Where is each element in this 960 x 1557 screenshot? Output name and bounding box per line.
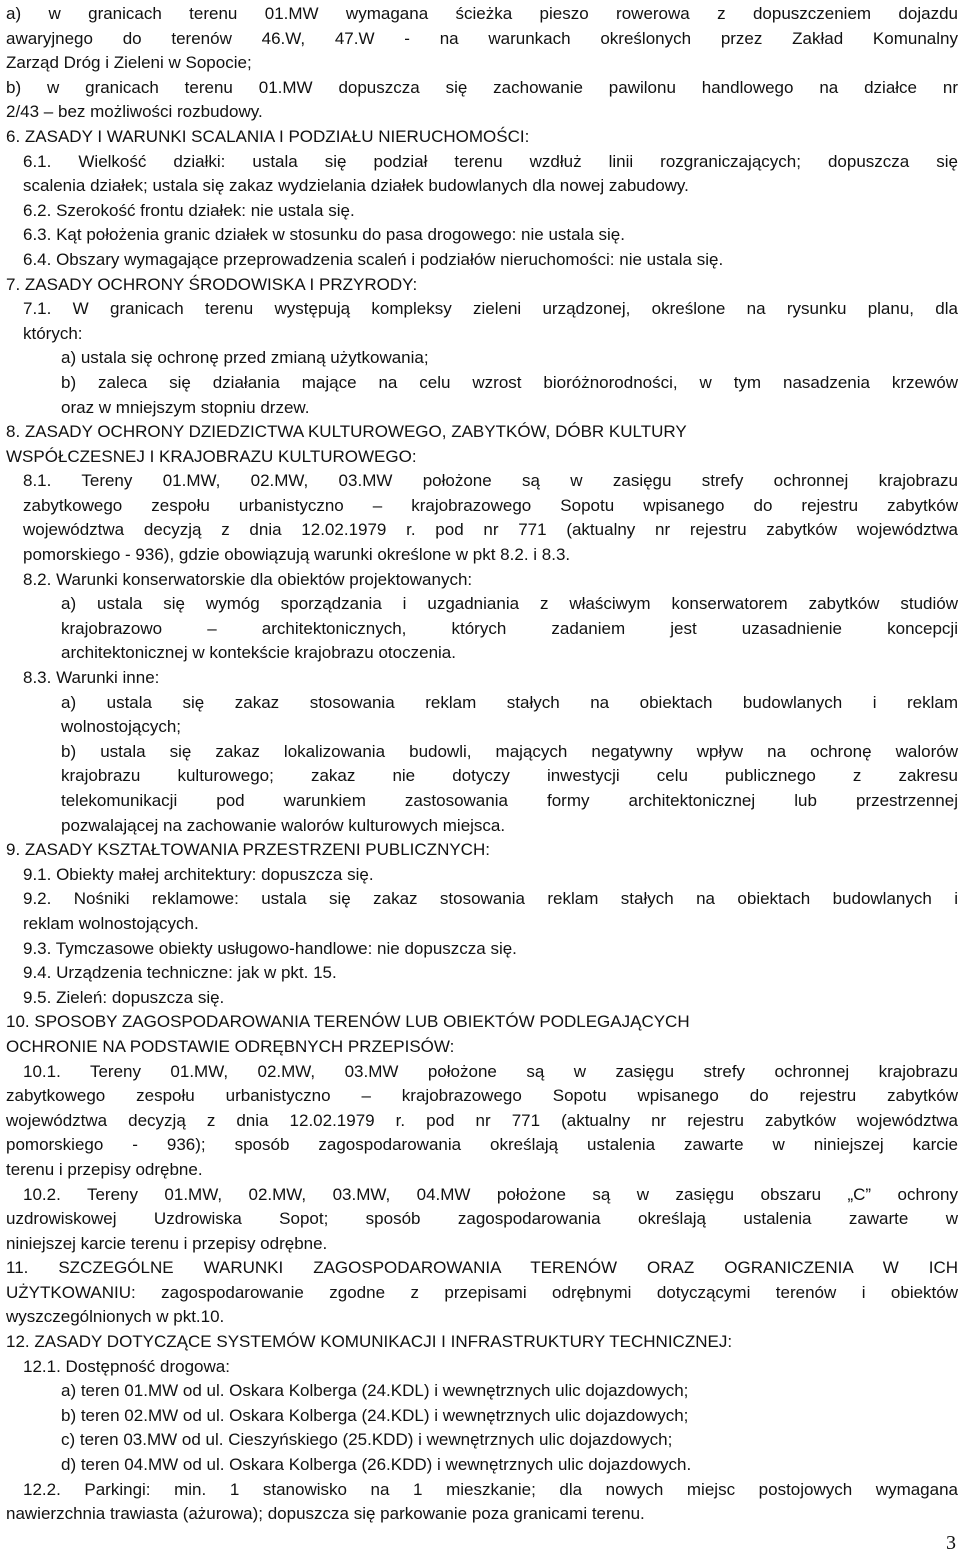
text-line: telekomunikacji pod warunkiem zastosowania formy architektonicznej lub przestrzennej [61, 791, 958, 810]
text-line: zabytkowego zespołu urbanistyczno – krajobrazowego Sopotu wpisanego do rejestru zabytków [23, 495, 958, 515]
text-line: a) ustala się wymóg sporządzania i uzgadniania z właściwym konserwatorem zabytków studiów [61, 594, 958, 614]
text-line: 7. ZASADY OCHRONY ŚRODOWISKA I PRZYRODY: [6, 274, 418, 294]
text-line: 9.2. Nośniki reklamowe: ustala się zakaz stosowania reklam stałych na obiektach budowlanych i [23, 889, 958, 909]
text-line: 6.2. Szerokość frontu działek: nie ustala się. [23, 200, 355, 220]
text-line: 9. ZASADY KSZTAŁTOWANIA PRZESTRZENI PUBLICZNYCH: [6, 840, 490, 860]
text-line: krajobrazu kulturowego; zakaz nie dotyczy inwestycji celu publicznego z zakresu [61, 766, 958, 786]
text-line: 12.1. Dostępność drogowa: [23, 1356, 230, 1376]
text-line: terenu i przepisy odrębne. [6, 1159, 203, 1179]
text-line: krajobrazowo – architektonicznych, których zadaniem jest uzasadnienie koncepcji [61, 618, 958, 638]
text-line: uzdrowiskowej Uzdrowiska Sopot; sposób zagospodarowania określają ustalenia zawarte w [6, 1209, 958, 1229]
text-line: OCHRONIE NA PODSTAWIE ODRĘBNYCH PRZEPISÓW: [6, 1036, 455, 1056]
text-line: których: [23, 323, 83, 343]
text-line: 6.1. Wielkość działki: ustala się podział terenu wzdłuż linii rozgraniczających; dopuszcza się [23, 151, 958, 171]
text-line: d) teren 04.MW od ul. Oskara Kolberga (26.KDD) i wewnętrznych ulic dojazdowych. [61, 1455, 692, 1475]
text-line: 9.5. Zieleń: dopuszcza się. [23, 987, 225, 1007]
text-line: a) ustala się zakaz stosowania reklam stałych na obiektach budowlanych i reklam [61, 692, 958, 712]
text-line: 8. ZASADY OCHRONY DZIEDZICTWA KULTUROWEGO, ZABYTKÓW, DÓBR KULTURY [6, 422, 687, 442]
text-line: pomorskiego - 936); sposób zagospodarowania określają ustalenia zawarte w niniejszej karcie [6, 1135, 958, 1155]
text-line: 6.4. Obszary wymagające przeprowadzenia scaleń i podziałów nieruchomości: nie ustala się. [23, 249, 724, 269]
text-line: WSPÓŁCZESNEJ I KRAJOBRAZU KULTUROWEGO: [6, 446, 417, 466]
text-line: b) w granicach terenu 01.MW dopuszcza się zachowanie pawilonu handlowego na działce nr [6, 77, 958, 97]
document-body [6, 2, 958, 1527]
text-line: b) ustala się zakaz lokalizowania budowli, mających negatywny wpływ na ochronę walorów [61, 741, 958, 761]
text-line: 10.1. Tereny 01.MW, 02.MW, 03.MW położone są w zasięgu strefy ochronnej krajobrazu [23, 1061, 958, 1081]
text-line: 10.2. Tereny 01.MW, 02.MW, 03.MW, 04.MW położone są w zasięgu obszaru „C” ochrony [23, 1184, 958, 1204]
text-line: 7.1. W granicach terenu występują kompleksy zieleni urządzonej, określone na rysunku planu, dla [23, 299, 958, 319]
text-line: oraz w mniejszym stopniu drzew. [61, 397, 310, 417]
text-line: scalenia działek; ustala się zakaz wydzielania działek budowlanych dla nowej zabudowy. [23, 176, 689, 196]
text-line: a) teren 01.MW od ul. Oskara Kolberga (24.KDL) i wewnętrznych ulic dojazdowych; [61, 1381, 689, 1401]
text-line: niniejszej karcie terenu i przepisy odrębne. [6, 1233, 328, 1253]
text-line: 9.1. Obiekty małej architektury: dopuszcza się. [23, 864, 374, 884]
text-line: 2/43 – bez możliwości rozbudowy. [6, 102, 263, 122]
text-line: wyszczególnionych w pkt.10. [6, 1307, 225, 1327]
text-line: pomorskiego - 936), gdzie obowiązują warunki określone w pkt 8.2. i 8.3. [23, 545, 571, 565]
text-line: 9.4. Urządzenia techniczne: jak w pkt. 15. [23, 963, 337, 983]
page-number: 3 [946, 1532, 956, 1554]
text-line: 6.3. Kąt położenia granic działek w stosunku do pasa drogowego: nie ustala się. [23, 225, 625, 245]
text-line: pozwalającej na zachowanie walorów kulturowych miejsca. [61, 815, 506, 835]
text-line: a) ustala się ochronę przed zmianą użytkowania; [61, 348, 429, 368]
text-line: 8.3. Warunki inne: [23, 668, 160, 688]
text-line: a) w granicach terenu 01.MW wymagana ścieżka pieszo rowerowa z dopuszczeniem dojazdu [6, 4, 958, 23]
text-line: zabytkowego zespołu urbanistyczno – krajobrazowego Sopotu wpisanego do rejestru zabytków [6, 1086, 958, 1106]
text-line: województwa decyzją z dnia 12.02.1979 r. pod nr 771 (aktualny nr rejestru zabytków województwa [23, 520, 958, 540]
text-line: nawierzchnia trawiasta (ażurowa); dopuszcza się parkowanie poza granicami terenu. [6, 1504, 645, 1524]
text-line: b) zaleca się działania mające na celu wzrost bioróżnorodności, w tym nasadzenia krzewów [61, 372, 958, 392]
text-line: Zarząd Dróg i Zieleni w Sopocie; [6, 53, 252, 73]
text-line: 12.2. Parkingi: min. 1 stanowisko na 1 mieszkanie; dla nowych miejsc postojowych wymagana [23, 1479, 958, 1499]
text-line: województwa decyzją z dnia 12.02.1979 r. pod nr 771 (aktualny nr rejestru zabytków województwa [6, 1110, 958, 1130]
text-line: 6. ZASADY I WARUNKI SCALANIA I PODZIAŁU NIERUCHOMOŚCI: [6, 126, 530, 146]
text-line: 12. ZASADY DOTYCZĄCE SYSTEMÓW KOMUNIKACJI I INFRASTRUKTURY TECHNICZNEJ: [6, 1332, 733, 1352]
text-line: reklam wolnostojących. [23, 913, 199, 933]
text-line: 8.1. Tereny 01.MW, 02.MW, 03.MW położone są w zasięgu strefy ochronnej krajobrazu [23, 471, 958, 491]
text-line: 8.2. Warunki konserwatorskie dla obiektów projektowanych: [23, 569, 473, 589]
text-line: b) teren 02.MW od ul. Oskara Kolberga (24.KDL) i wewnętrznych ulic dojazdowych; [61, 1405, 689, 1425]
text-line: 11. SZCZEGÓLNE WARUNKI ZAGOSPODAROWANIA TERENÓW ORAZ OGRANICZENIA W ICH [6, 1258, 958, 1278]
text-line: c) teren 03.MW od ul. Cieszyńskiego (25.KDD) i wewnętrznych ulic dojazdowych; [61, 1430, 673, 1450]
text-line: 10. SPOSOBY ZAGOSPODAROWANIA TERENÓW LUB OBIEKTÓW PODLEGAJĄCYCH [6, 1012, 690, 1032]
text-line: UŻYTKOWANIU: zagospodarowanie zgodne z przepisami odrębnymi dotyczącymi terenów i obiektów [6, 1282, 958, 1302]
text-line: architektonicznej w kontekście krajobrazu otoczenia. [61, 643, 456, 663]
text-line: awaryjnego do terenów 46.W, 47.W - na warunkach określonych przez Zakład Komunalny [6, 28, 958, 48]
text-line: wolnostojących; [61, 717, 182, 737]
text-line: 9.3. Tymczasowe obiekty usługowo-handlowe: nie dopuszcza się. [23, 938, 517, 958]
